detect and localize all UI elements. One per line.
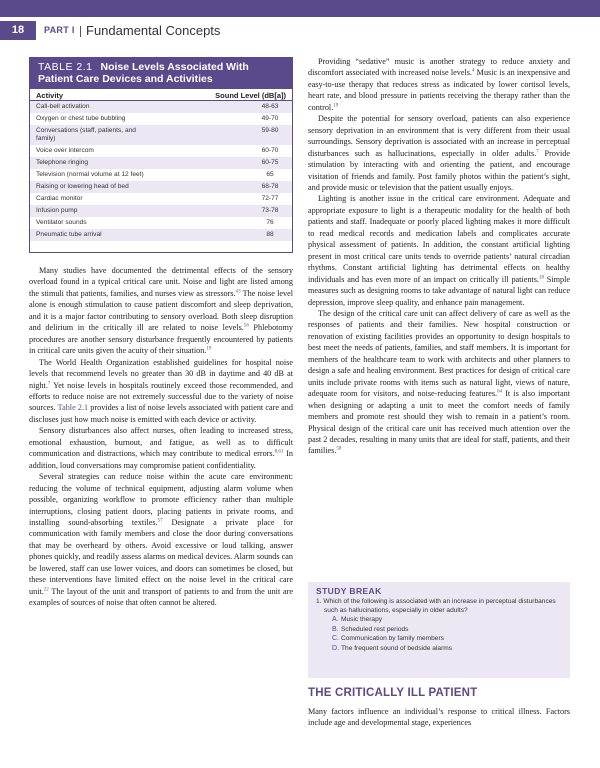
cell-activity: Voice over intercom xyxy=(36,147,94,154)
table-reference-link[interactable]: Table 2.1 xyxy=(57,403,89,413)
table-row xyxy=(30,145,292,157)
cell-level: 59-80 xyxy=(261,127,279,134)
paragraph: Many factors influence an individual’s response to critical illness. Factors include age and developmental stage, experiences xyxy=(308,707,570,728)
right-column-text xyxy=(308,56,570,457)
text-run: It is also important when designing or adapting a unit to meet the comfort needs of family members and promote rest should they wish to remain in a patient’s room. Physical design of the critical care unit has received much attention over the past 2 decades, resulting in many units that are ideal for staff, patients, and their families. xyxy=(308,389,570,456)
paragraph xyxy=(308,193,570,308)
table-row xyxy=(30,229,292,241)
answer-option xyxy=(316,634,562,644)
citation: 57 xyxy=(157,518,163,524)
paragraph xyxy=(29,357,293,426)
text-run: Provide stimulation by interacting with and orienting the patient, and encourage visitation of friends and family. Post family photos within the patient’s sight, and provide music or television that the patient usually enjoys. xyxy=(308,148,570,192)
page-number: 18 xyxy=(0,21,36,40)
answer-option xyxy=(316,644,562,654)
option-letter: C. xyxy=(332,635,339,642)
cell-level: 60-70 xyxy=(261,147,279,154)
citation: 22 xyxy=(43,586,49,592)
cell-activity: Conversations (staff, patients, and family) xyxy=(36,127,136,142)
citation: 7 xyxy=(536,148,539,154)
text-run: Designate a private place for communication with family members and close the door during conversations that may be overheard by others. Avoid excessive or loud talking, answer phones quickly, and readily assess alarms on medical devices. Alarm sounds can be lowered, staff can use lower voices, and doors can sometimes be closed, but these interventions have limited effect on the noise level in the critical care unit. xyxy=(29,517,294,596)
header-divider xyxy=(80,26,81,37)
text-run: Lighting is another issue in the critical care environment. Adequate and appropriate exposure to light is a therapeutic modality for the health of both patients and staff. Inadequate or poorly placed lighting makes it more difficult to read medical records and medication labels and complicates accurate physical assessment of patients. In addition, the constant artificial lighting present in most critical care units tends to override patients’ natural circadian rhythms. Constant artificial lighting has detrimental effects on healthy individuals and has even more of an impact on critically ill patients. xyxy=(308,194,570,284)
study-break-question: 1. Which of the following is associated with an increase in perceptual disturbances such as hallucinations, especially in older adults? xyxy=(316,598,556,614)
text-run: provides a list of noise levels associated with patient care and discloses just how much noise is emitted with each device or activity. xyxy=(29,403,293,424)
cell-level: 65 xyxy=(266,171,274,178)
option-text: The frequent sound of bedside alarms xyxy=(341,644,453,652)
citation: 64 xyxy=(497,389,503,395)
table-row xyxy=(30,193,292,205)
table-title-block xyxy=(30,58,292,89)
option-text: Communication by family members xyxy=(341,635,444,642)
text-run: Several strategies can reduce noise within the acute care environment: reducing the volume of technical equipment, adjusting alarm volume when possible, organizing workflow to promote efficiency rather than multiple interruptions, closing patient doors, placing patients in private rooms, and installing sound-absorbing textiles. xyxy=(29,472,293,527)
text-run: Music is an inexpensive and easy-to-use therapy that reduces stress as indicated by lower cortisol levels, heart rate, and blood pressure in patients receiving the therapy rather than the control. xyxy=(308,68,570,112)
cell-level: 60-75 xyxy=(261,159,279,166)
answer-option xyxy=(316,615,562,625)
cell-level: 68-78 xyxy=(261,183,279,190)
cell-activity: Television (normal volume at 12 feet) xyxy=(36,171,144,178)
cell-level: 48-63 xyxy=(261,103,279,110)
citation: 43 xyxy=(235,289,241,295)
left-column-text xyxy=(29,265,293,609)
text-run: Providing “sedative” music is another strategy to reduce anxiety and discomfort associated with increased noise levels. xyxy=(308,57,570,78)
table-body xyxy=(30,101,292,241)
section-heading: THE CRITICALLY ILL PATIENT xyxy=(308,687,478,699)
cell-activity: Call-bell activation xyxy=(36,103,90,110)
cell-level: 72-77 xyxy=(261,195,279,202)
paragraph xyxy=(308,308,570,457)
text-run: Simple measures such as designing rooms to take advantage of natural light can reduce depression, improve sleep quality, and enhance pain management. xyxy=(308,274,570,307)
paragraph xyxy=(29,425,293,471)
table-row xyxy=(30,181,292,193)
text-run: The World Health Organization established guidelines for hospital noise levels that recommend levels no greater than 30 dB in daytime and 40 dB at night. xyxy=(29,357,293,390)
text-run: Despite the potential for sensory overload, patients can also experience sensory deprivation in an environment that is very different from their usual surroundings. Sensory deprivation is associated with an increase in perceptual disturbances such as hallucinations, especially in older adults. xyxy=(308,114,570,158)
citation: 4 xyxy=(471,68,475,74)
option-letter: B. xyxy=(332,625,339,633)
answer-option xyxy=(316,625,562,635)
study-break-box xyxy=(308,582,570,678)
citation: 8,61 xyxy=(274,449,284,455)
citation: 19 xyxy=(206,346,212,352)
header-color-band xyxy=(0,0,600,17)
study-break-title: STUDY BREAK xyxy=(316,586,382,596)
option-text: Scheduled rest periods xyxy=(341,625,409,633)
citation: 19 xyxy=(333,103,339,109)
cell-level: 88 xyxy=(266,231,274,238)
cell-activity: Pneumatic tube arrival xyxy=(36,231,102,238)
option-text: Music therapy xyxy=(341,616,383,623)
cell-level: 76 xyxy=(266,219,274,226)
text-run: Yet noise levels in hospitals routinely exceed those recommended, and efforts to reduce noise are not extremely successful due to the variety of noise sources. xyxy=(29,380,293,413)
cell-level: 73-78 xyxy=(261,207,279,214)
section-intro-text xyxy=(308,706,570,729)
cell-activity: Cardiac monitor xyxy=(36,195,83,202)
option-letter: D. xyxy=(332,644,339,652)
table-title-line2: Patient Care Devices and Activities xyxy=(38,73,213,85)
table-row xyxy=(30,217,292,229)
text-run: The design of the critical care unit can affect delivery of care as well as the responses of patients and their families. New hospital construction or renovation of existing facilities provides an opportunity to design hospitals to best meet the needs of patients, families, and staff members. It is important for members of the healthcare team to work with architects and other planners to design a safe and healing environment. Best practices for design of critical care units include private rooms with items such as natural light, views of nature, adequate room for visitors, and noise-reducing features. xyxy=(308,308,570,399)
page-header xyxy=(0,0,600,40)
paragraph xyxy=(308,56,570,113)
citation: 7 xyxy=(47,380,51,386)
part-label: PART I xyxy=(44,25,75,35)
text-run: Sensory disturbances also affect nurses, often leading to increased stress, emotional exhaustion, burnout, and fatigue, as well as to difficult communication and distractions, which may contribute to medical errors. xyxy=(29,426,293,459)
paragraph xyxy=(29,265,293,357)
cell-activity: Ventilator sounds xyxy=(36,219,87,226)
cell-activity: Telephone ringing xyxy=(36,159,89,166)
cell-activity: Oxygen or chest tube bubbling xyxy=(36,115,126,122)
table-title-line1: Noise Levels Associated With xyxy=(100,61,249,73)
text-run: In addition, loud conversations may compromise patient confidentiality. xyxy=(29,449,293,470)
citation: 56 xyxy=(243,323,249,329)
table-number: TABLE 2.1 xyxy=(38,61,93,73)
table-row xyxy=(30,169,292,181)
part-title: Fundamental Concepts xyxy=(86,23,221,38)
column-header-sound-level: Sound Level (dB[a]) xyxy=(215,91,286,100)
table-row xyxy=(30,113,292,125)
table-row xyxy=(30,205,292,217)
cell-activity: Infusion pump xyxy=(36,207,78,214)
option-letter: A. xyxy=(332,616,339,623)
text-run: The layout of the unit and transport of patients to and from the unit are examples of sources of noise that often cannot be altered. xyxy=(29,586,293,608)
text-run: Many studies have documented the detrimental effects of the sensory overload found in a typical critical care unit. Noise and light are listed among the stimuli that patients, families, and nurses view as stressors. xyxy=(29,266,293,298)
citation: 58 xyxy=(336,446,342,452)
column-header-activity: Activity xyxy=(36,91,64,100)
table-column-headers xyxy=(30,89,292,101)
cell-activity: Raising or lowering head of bed xyxy=(36,183,129,190)
cell-level: 49-70 xyxy=(261,115,279,122)
text-run: Phlebotomy procedures are another sensory disturbance frequently encountered by patients in critical care units given the acuity of their situation. xyxy=(29,323,293,356)
citation: 18 xyxy=(538,274,544,280)
table-row xyxy=(30,101,292,113)
paragraph xyxy=(29,471,293,608)
paragraph xyxy=(308,113,570,193)
table-row xyxy=(30,157,292,169)
text-run: The noise level alone is enough stimulation to cause patient discomfort and sleep deprivation, and it is a major factor contributing to sensory overload. Both sleep disruption and delirium in the critically ill are related to noise levels. xyxy=(29,288,294,333)
table-row xyxy=(30,125,292,145)
noise-levels-table xyxy=(29,57,293,253)
